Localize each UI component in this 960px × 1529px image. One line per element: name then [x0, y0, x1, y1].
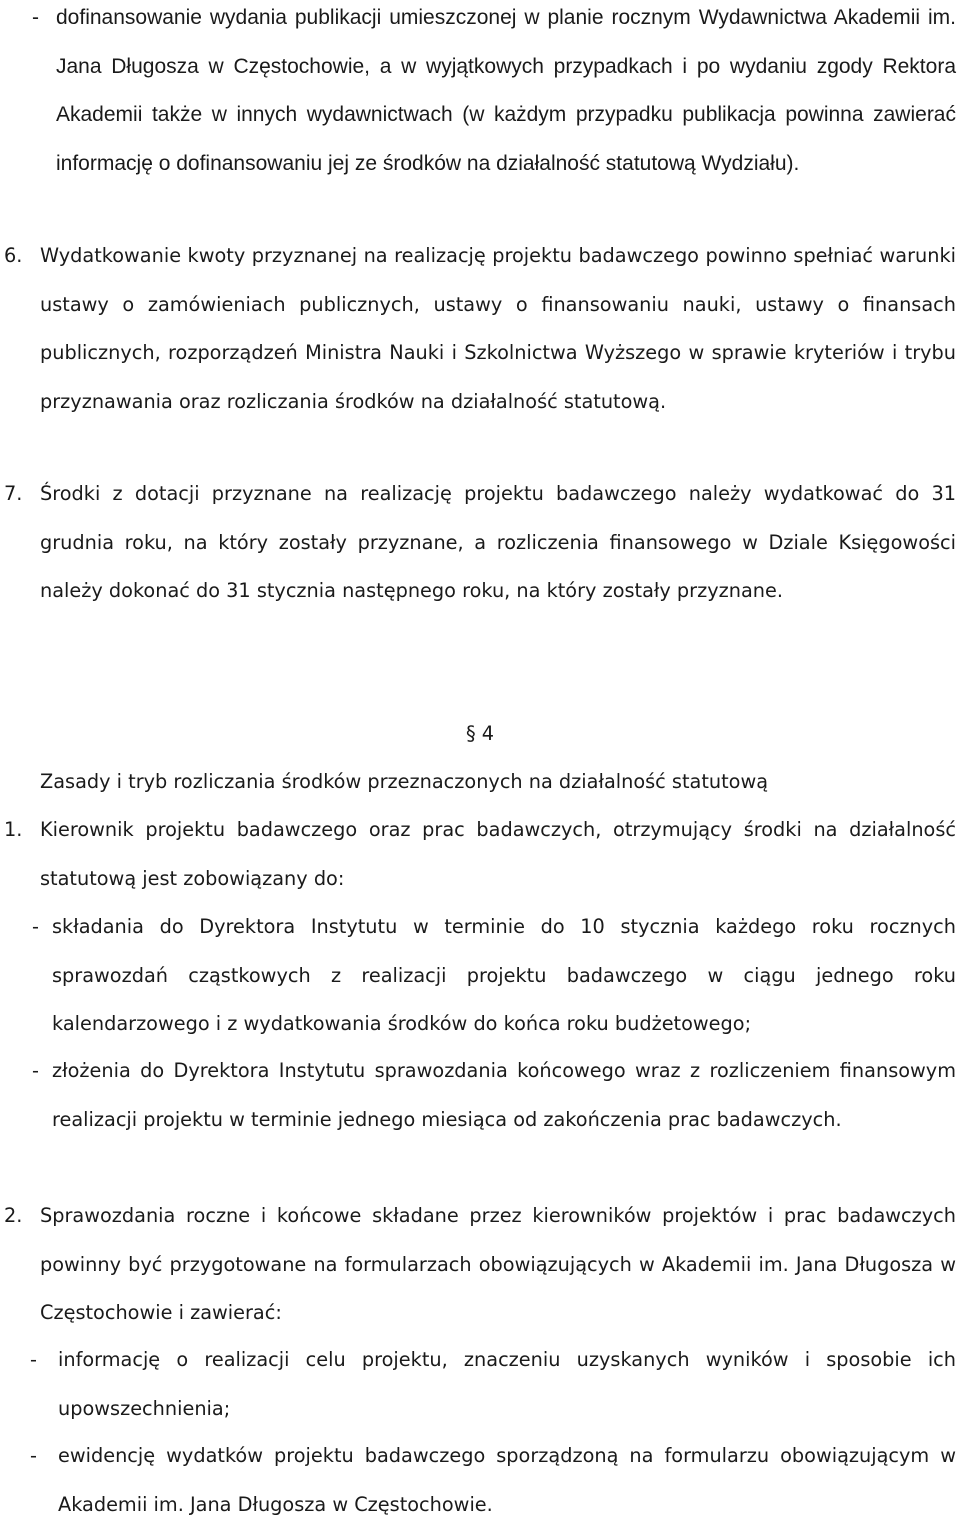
list-item — [32, 0, 956, 188]
item-marker: - — [30, 1348, 37, 1371]
item-marker: - — [32, 1059, 39, 1082]
point-number: 1. — [4, 818, 23, 841]
numbered-point — [4, 232, 956, 426]
item-text: informację o realizacji celu projektu, znaczeniu uzyskanych wyników i sposobie ich upowszechnienia; — [58, 1348, 956, 1420]
section-number: § 4 — [465, 722, 495, 745]
point-text: Sprawozdania roczne i końcowe składane przez kierowników projektów i prac badawczych powinny być przygotowane na formularzach obowiązujących w Akademii im. Jana Długosza w Częstochowie i zawierać: — [40, 1204, 956, 1324]
item-marker: - — [30, 1444, 37, 1467]
point-number: 6. — [4, 244, 23, 267]
item-text: ewidencję wydatków projektu badawczego sporządzoną na formularzu obowiązującym w Akademii im. Jana Długosza w Częstochowie. — [58, 1444, 956, 1516]
item-text: składania do Dyrektora Instytutu w terminie do 10 stycznia każdego roku rocznych sprawozdań cząstkowych z realizacji projektu badawczego w ciągu jednego roku kalendarzowego i z wydatkowania środków do końca roku budżetowego; — [52, 915, 956, 1035]
numbered-point — [4, 470, 956, 616]
section-title: Zasady i tryb rozliczania środków przeznaczonych na działalność statutową — [40, 770, 769, 793]
point-text: Środki z dotacji przyznane na realizację projektu badawczego należy wydatkować do 31 grudnia roku, na który zostały przyznane, a rozliczenia finansowego w Dziale Księgowości należy dokonać do 31 stycznia następnego roku, na który zostały przyznane. — [40, 482, 956, 602]
list-item — [30, 1432, 956, 1529]
point-text: Wydatkowanie kwoty przyznanej na realizację projektu badawczego powinno spełniać warunki ustawy o zamówieniach publicznych, ustawy o finansowaniu nauki, ustawy o finansach publicznych, rozporządzeń Ministra Nauki i Szkolnictwa Wyższego w sprawie kryteriów i trybu przyznawania oraz rozliczania środków na działalność statutową. — [40, 244, 956, 413]
list-item — [32, 903, 956, 1049]
list-item — [30, 1336, 956, 1433]
point-number: 2. — [4, 1204, 23, 1227]
numbered-point — [4, 806, 956, 903]
point-text: Kierownik projektu badawczego oraz prac badawczych, otrzymujący środki na działalność statutową jest zobowiązany do: — [40, 818, 956, 890]
item-text: złożenia do Dyrektora Instytutu sprawozdania końcowego wraz z rozliczeniem finansowym realizacji projektu w terminie jednego miesiąca od zakończenia prac badawczych. — [52, 1059, 956, 1131]
numbered-point — [4, 1192, 956, 1338]
item-text: dofinansowanie wydania publikacji umieszczonej w planie rocznym Wydawnictwa Akademii im. Jana Długosza w Częstochowie, a w wyjątkowych przypadkach i po wydaniu zgody Rektora Akademii także w innych wydawnictwach (w każdym przypadku publikacja powinna zawierać informację o dofinansowaniu jej ze środków na działalność statutową Wydziału). — [56, 6, 956, 175]
point-number: 7. — [4, 482, 23, 505]
list-item — [32, 1047, 956, 1144]
item-marker: - — [32, 6, 39, 29]
item-marker: - — [32, 915, 39, 938]
